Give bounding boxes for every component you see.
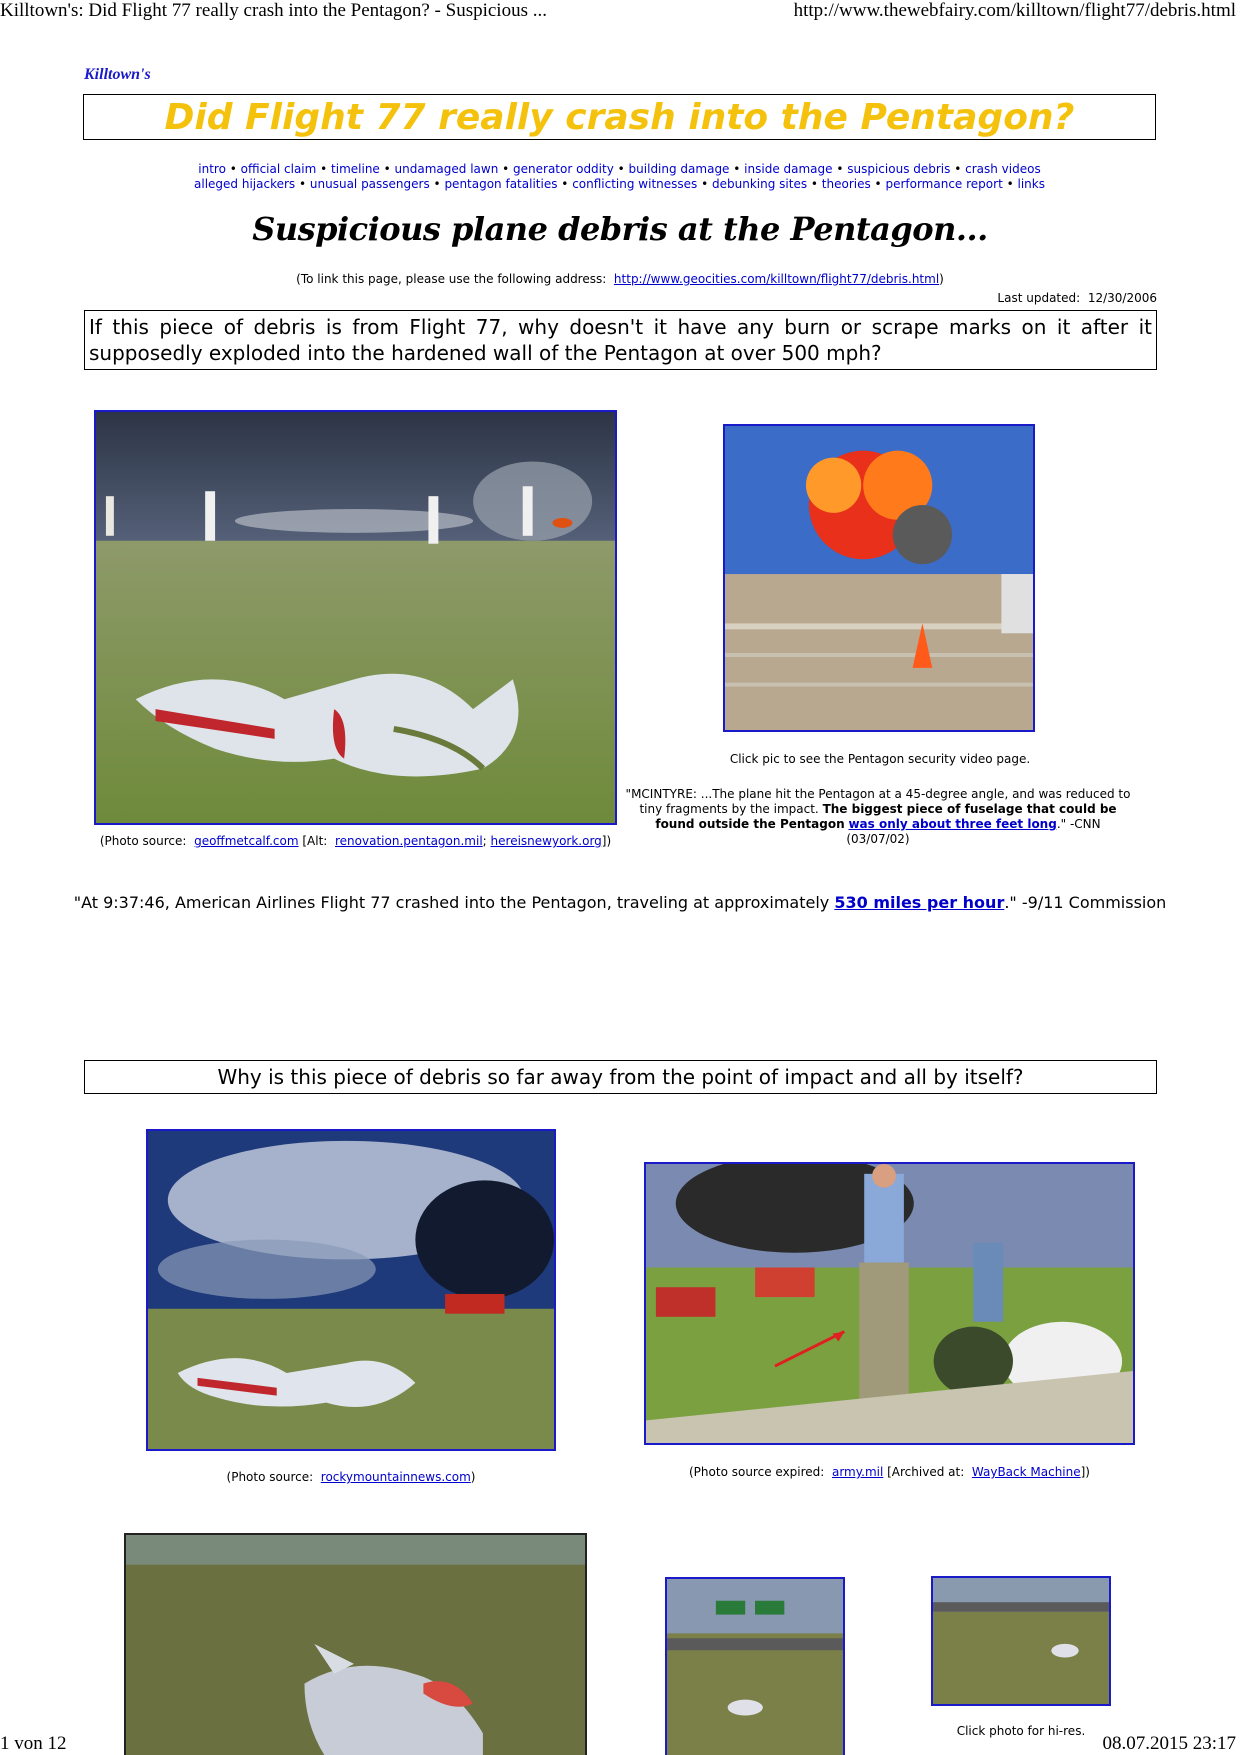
nav-link-timeline[interactable]: timeline	[331, 162, 380, 176]
nav-link-conflicting-witnesses[interactable]: conflicting witnesses	[572, 177, 698, 191]
nav-link-links[interactable]: links	[1017, 177, 1045, 191]
nav-separator: •	[613, 162, 629, 176]
photo-source-2-prefix: (Photo source:	[226, 1470, 314, 1484]
photo-source-3-prefix: (Photo source expired:	[689, 1465, 825, 1479]
photo-source-2-suffix: )	[470, 1470, 476, 1484]
link-rockymountainnews[interactable]: rockymountainnews.com	[320, 1470, 471, 1484]
cnn-quote	[622, 787, 1134, 847]
debris-photo-2[interactable]	[146, 1129, 556, 1451]
photo-source-2	[146, 1470, 556, 1484]
nav-link-inside-damage[interactable]: inside damage	[744, 162, 833, 176]
link-wayback-machine[interactable]: WayBack Machine	[971, 1465, 1081, 1479]
link-note-prefix: (To link this page, please use the following address:	[296, 272, 607, 286]
site-title: Did Flight 77 really crash into the Pentagon?	[164, 96, 1075, 138]
nav-link-theories[interactable]: theories	[821, 177, 871, 191]
nav-link-intro[interactable]: intro	[198, 162, 226, 176]
thumbnail-photo-2-image	[933, 1578, 1109, 1704]
nav-row-1	[83, 162, 1156, 177]
print-footer-datetime: 08.07.2015 23:17	[1102, 1733, 1236, 1754]
last-updated-label: Last updated:	[997, 291, 1081, 305]
link-army-mil[interactable]: army.mil	[831, 1465, 884, 1479]
cnn-quote-source: ." -CNN (03/07/02)	[846, 817, 1101, 846]
debris-photo-3-image	[646, 1164, 1133, 1443]
photo-source-3-suffix: ])	[1080, 1465, 1090, 1479]
video-caption: Click pic to see the Pentagon security video page.	[729, 752, 1031, 766]
commission-quote	[0, 893, 1240, 912]
nav-separator: •	[295, 177, 310, 191]
cnn-quote-text: "MCINTYRE: ...The plane hit the Pentagon at a 45-degree angle, and was reduced to tiny fragments by the impact.	[625, 787, 1131, 816]
thumbnail-photo-1-image	[667, 1579, 843, 1755]
hires-caption: Click photo for hi-res.	[956, 1724, 1086, 1738]
print-header-url: http://www.thewebfairy.com/killtown/flight77/debris.html	[793, 0, 1236, 21]
nav-menu	[83, 162, 1156, 192]
debris-closeup-image	[126, 1535, 585, 1755]
nav-separator: •	[1002, 177, 1018, 191]
debris-photo-1-image	[96, 412, 615, 823]
commission-quote-text: "At 9:37:46, American Airlines Flight 77 crashed into the Pentagon, traveling at approximately	[73, 893, 830, 912]
nav-separator: •	[832, 162, 848, 176]
debris-photo-2-image	[148, 1131, 554, 1449]
nav-link-suspicious-debris[interactable]: suspicious debris	[847, 162, 951, 176]
nav-link-crash-videos[interactable]: crash videos	[965, 162, 1041, 176]
site-logo[interactable]: Killtown's	[84, 66, 151, 83]
debris-photo-3[interactable]	[644, 1162, 1135, 1445]
nav-separator: •	[729, 162, 745, 176]
page-heading: Suspicious plane debris at the Pentagon...	[252, 210, 988, 248]
security-video-photo[interactable]	[723, 424, 1035, 732]
nav-separator: •	[697, 177, 712, 191]
nav-link-building-damage[interactable]: building damage	[628, 162, 730, 176]
nav-separator: •	[498, 162, 514, 176]
question-2: Why is this piece of debris so far away from the point of impact and all by itself?	[84, 1060, 1157, 1094]
photo-source-1	[94, 834, 617, 848]
photo-source-1-prefix: (Photo source:	[99, 834, 187, 848]
nav-link-unusual-passengers[interactable]: unusual passengers	[309, 177, 430, 191]
photo-source-1-suffix: ])	[601, 834, 612, 848]
link-note	[0, 272, 1240, 286]
nav-link-alleged-hijackers[interactable]: alleged hijackers	[194, 177, 296, 191]
photo-source-1-alt: [Alt:	[302, 834, 328, 848]
nav-link-generator-oddity[interactable]: generator oddity	[513, 162, 614, 176]
last-updated	[997, 291, 1157, 305]
thumbnail-photo-2[interactable]	[931, 1576, 1111, 1706]
thumbnail-photo-1[interactable]	[665, 1577, 845, 1755]
link-note-url[interactable]: http://www.geocities.com/killtown/flight77/debris.html	[613, 272, 940, 286]
commission-quote-source: ." -9/11 Commission	[1004, 893, 1167, 912]
photo-source-3	[644, 1465, 1135, 1479]
nav-separator: •	[379, 162, 395, 176]
nav-separator: •	[950, 162, 966, 176]
link-three-feet-long[interactable]: was only about three feet long	[848, 817, 1057, 831]
print-header-title: Killtown's: Did Flight 77 really crash into the Pentagon? - Suspicious ...	[0, 0, 547, 21]
question-1: If this piece of debris is from Flight 77, why doesn't it have any burn or scrape marks on it after it supposedly exploded into the hardened wall of the Pentagon at over 500 mph?	[84, 310, 1157, 370]
debris-photo-1[interactable]	[94, 410, 617, 825]
nav-separator: •	[807, 177, 822, 191]
nav-link-pentagon-fatalities[interactable]: pentagon fatalities	[444, 177, 558, 191]
last-updated-date: 12/30/2006	[1087, 291, 1157, 305]
photo-source-3-archived: [Archived at:	[887, 1465, 965, 1479]
debris-closeup-photo[interactable]	[124, 1533, 587, 1755]
nav-separator: •	[225, 162, 241, 176]
link-530-mph[interactable]: 530 miles per hour	[834, 893, 1005, 912]
link-renovation-pentagon[interactable]: renovation.pentagon.mil	[335, 834, 483, 848]
nav-separator: •	[316, 162, 332, 176]
nav-link-performance-report[interactable]: performance report	[885, 177, 1003, 191]
photo-source-1-sep: ;	[482, 834, 487, 848]
site-title-box	[83, 94, 1156, 140]
link-note-suffix: )	[939, 272, 944, 286]
link-hereisnewyork[interactable]: hereisnewyork.org	[490, 834, 602, 848]
nav-separator: •	[870, 177, 886, 191]
cnn-quote-bold: The biggest piece of fuselage that could be found outside the Pentagon	[655, 802, 1117, 831]
print-footer-page: 1 von 12	[0, 1733, 67, 1754]
link-geoffmetcalf[interactable]: geoffmetcalf.com	[194, 834, 299, 848]
security-video-image	[725, 426, 1033, 730]
nav-separator: •	[557, 177, 573, 191]
nav-link-debunking-sites[interactable]: debunking sites	[712, 177, 808, 191]
nav-link-official-claim[interactable]: official claim	[240, 162, 317, 176]
nav-link-undamaged-lawn[interactable]: undamaged lawn	[394, 162, 499, 176]
nav-separator: •	[429, 177, 445, 191]
nav-row-2	[83, 177, 1156, 192]
